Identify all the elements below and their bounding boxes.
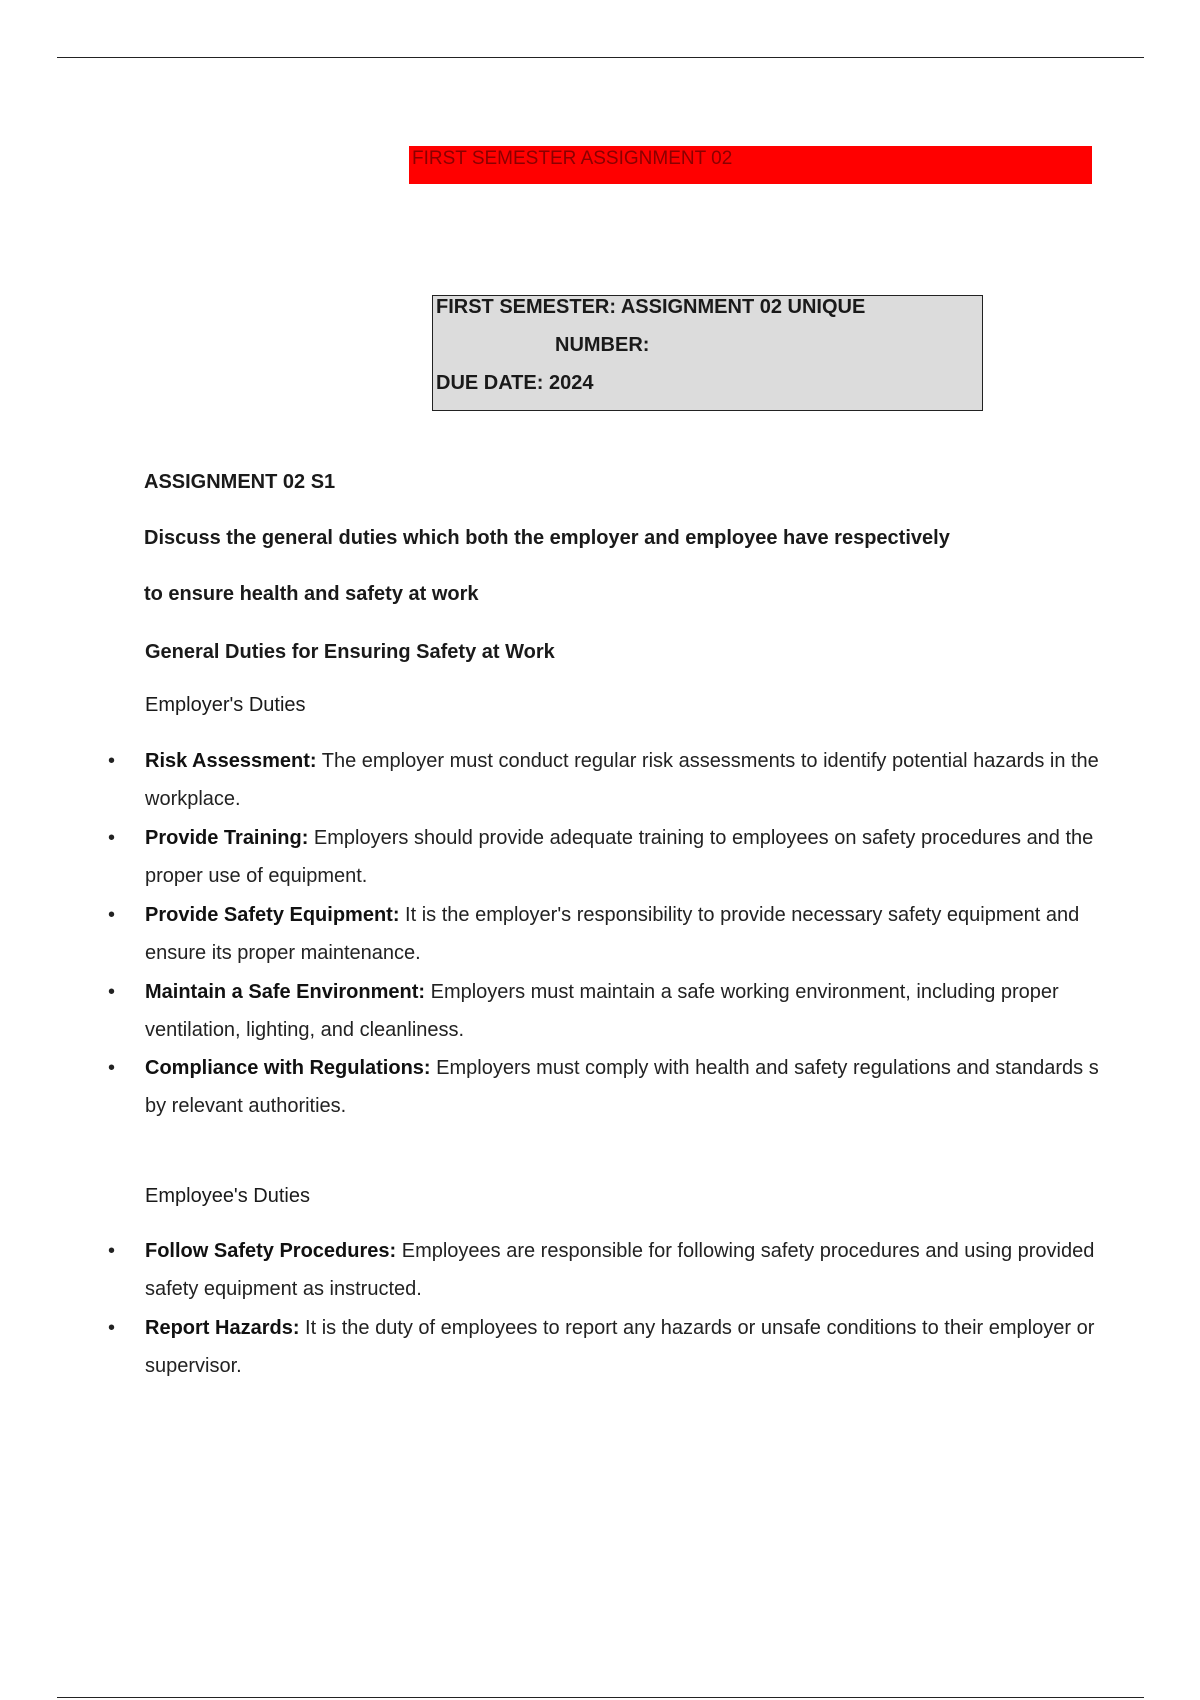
title-banner	[409, 146, 1092, 184]
banner-text: FIRST SEMESTER ASSIGNMENT 02	[412, 148, 733, 169]
top-rule	[57, 57, 1144, 58]
employee-duties-heading: Employee's Duties	[145, 1185, 310, 1207]
assignment-title: ASSIGNMENT 02 S1	[144, 471, 336, 493]
item-heading: Follow Safety Procedures:	[145, 1240, 397, 1262]
item-heading: Compliance with Regulations:	[145, 1057, 431, 1079]
item-text: Employers should provide adequate training to employees on safety procedures and the	[308, 827, 1094, 849]
item-heading: Provide Training:	[145, 827, 309, 849]
item-text-continued: safety equipment as instructed.	[145, 1278, 422, 1300]
bullet-icon: •	[108, 827, 116, 849]
bullet-icon: •	[108, 1240, 116, 1262]
info-line-unique: FIRST SEMESTER: ASSIGNMENT 02 UNIQUE	[436, 296, 866, 318]
list-item	[108, 1309, 1200, 1385]
bottom-rule	[57, 1697, 1144, 1698]
item-text: It is the employer's responsibility to provide necessary safety equipment and	[399, 904, 1080, 926]
item-text-continued: ventilation, lighting, and cleanliness.	[145, 1019, 465, 1041]
assignment-info-box	[432, 295, 983, 411]
list-item	[108, 742, 1200, 818]
bullet-icon: •	[108, 1317, 116, 1339]
item-text-continued: by relevant authorities.	[145, 1095, 347, 1117]
list-item	[108, 973, 1200, 1049]
info-line-due-date: DUE DATE: 2024	[436, 372, 594, 394]
item-text-continued: ensure its proper maintenance.	[145, 942, 421, 964]
list-item	[108, 1049, 1200, 1125]
item-heading: Report Hazards:	[145, 1317, 300, 1339]
list-item	[108, 896, 1200, 972]
employer-duties-heading: Employer's Duties	[145, 694, 306, 716]
item-heading: Provide Safety Equipment:	[145, 904, 400, 926]
list-item	[108, 1232, 1200, 1308]
bullet-icon: •	[108, 904, 116, 926]
item-heading: Maintain a Safe Environment:	[145, 981, 426, 1003]
section-heading: General Duties for Ensuring Safety at Work	[145, 641, 555, 663]
item-text-continued: supervisor.	[145, 1355, 242, 1377]
bullet-icon: •	[108, 981, 116, 1003]
item-text: Employees are responsible for following safety procedures and using provided	[396, 1240, 1095, 1262]
bullet-icon: •	[108, 1057, 116, 1079]
item-text: The employer must conduct regular risk assessments to identify potential hazards in the	[316, 750, 1099, 772]
item-text-continued: workplace.	[145, 788, 241, 810]
bullet-icon: •	[108, 750, 116, 772]
item-text-continued: proper use of equipment.	[145, 865, 368, 887]
question-line-1: Discuss the general duties which both the employer and employee have respectively	[144, 527, 950, 549]
list-item	[108, 819, 1200, 895]
item-heading: Risk Assessment:	[145, 750, 317, 772]
item-text: Employers must comply with health and safety regulations and standards s	[430, 1057, 1099, 1079]
item-text: Employers must maintain a safe working environment, including proper	[425, 981, 1059, 1003]
item-text: It is the duty of employees to report any hazards or unsafe conditions to their employer or	[299, 1317, 1095, 1339]
info-line-number: NUMBER:	[555, 334, 650, 356]
question-line-2: to ensure health and safety at work	[144, 583, 479, 605]
